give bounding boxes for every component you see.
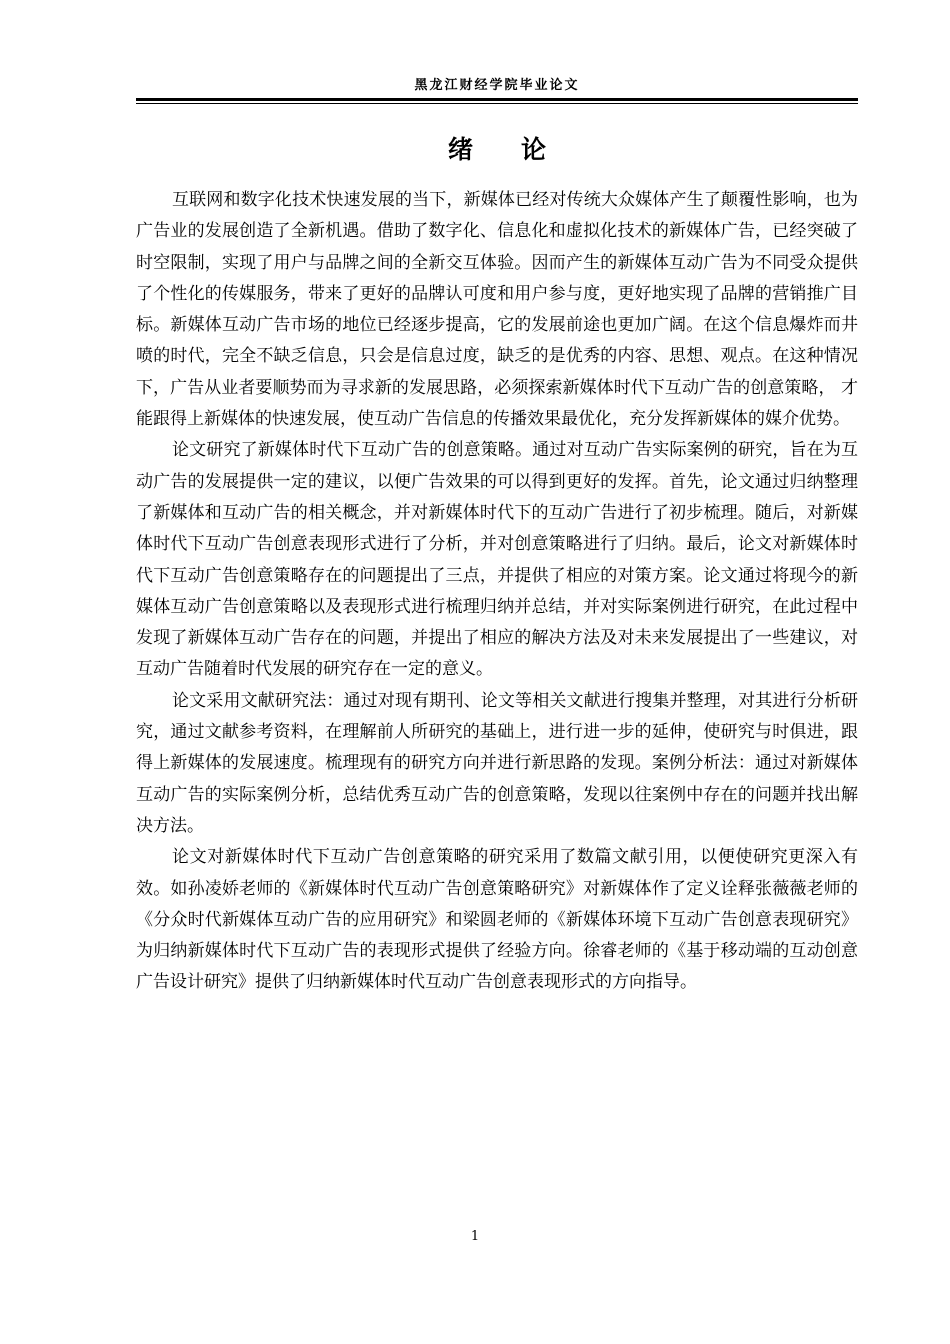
header-rule-thick xyxy=(136,98,858,101)
paragraph-3: 论文采用文献研究法：通过对现有期刊、论文等相关文献进行搜集并整理，对其进行分析研究，通过文献参考资料，在理解前人所研究的基础上，进行进一步的延伸，使研究与时俱进，跟得上新媒体的发展速度。梳理现有的研究方向并进行新思路的发现。案例分析法：通过对新媒体互动广告的实际案例分析，总结优秀互动广告的创意策略，发现以往案例中存在的问题并找出解决方法。 xyxy=(136,690,858,836)
header-rule-thin xyxy=(136,103,858,104)
paragraph-1: 互联网和数字化技术快速发展的当下，新媒体已经对传统大众媒体产生了颠覆性影响，也为广告业的发展创造了全新机遇。借助了数字化、信息化和虚拟化技术的新媒体广告，已经突破了时空限制，实现了用户与品牌之间的全新交互体验。因而产生的新媒体互动广告为不同受众提供了个性化的传媒服务，带来了更好的品牌认可度和用户参与度，更好地实现了品牌的营销推广目标。新媒体互动广告市场的地位已经逐步提高，它的发展前途也更加广阔。在这个信息爆炸而井喷的时代，完全不缺乏信息，只会是信息过度，缺乏的是优秀的内容、思想、观点。在这种情况下，广告从业者要顺势而为寻求新的发展思路，必须探索新媒体时代下互动广告的创意策略， 才能跟得上新媒体的快速发展，使互动广告信息的传播效果最优化，充分发挥新媒体的媒介优势。 xyxy=(136,190,858,430)
paragraph-4: 论文对新媒体时代下互动广告创意策略的研究采用了数篇文献引用，以便使研究更深入有效。如孙凌娇老师的《新媒体时代互动广告创意策略研究》对新媒体作了定义诠释张薇薇老师的《分众时代新媒体互动广告的应用研究》和梁圆老师的《新媒体环境下互动广告创意表现研究》为归纳新媒体时代下互动广告的表现形式提供了经验方向。徐睿老师的《基于移动端的互动创意广告设计研究》提供了归纳新媒体时代互动广告创意表现形式的方向指导。 xyxy=(136,847,858,993)
running-header-title: 黑龙江财经学院毕业论文 xyxy=(414,78,580,93)
paragraph-2: 论文研究了新媒体时代下互动广告的创意策略。通过对互动广告实际案例的研究，旨在为互动广告的发展提供一定的建议，以便广告效果的可以得到更好的发挥。首先，论文通过归纳整理了新媒体和互动广告的相关概念，并对新媒体时代下的互动广告进行了初步梳理。随后，对新媒体时代下互动广告创意表现形式进行了分析，并对创意策略进行了归纳。最后，论文对新媒体时代下互动广告创意策略存在的问题提出了三点，并提供了相应的对策方案。论文通过将现今的新媒体互动广告创意策略以及表现形式进行梳理归纳并总结，并对实际案例进行研究，在此过程中发现了新媒体互动广告存在的问题，并提出了相应的解决方法及对未来发展提出了一些建议，对互动广告随着时代发展的研究存在一定的意义。 xyxy=(136,440,858,680)
body-text xyxy=(136,185,858,999)
chapter-title: 绪论 xyxy=(447,135,594,164)
page-number: 1 xyxy=(470,1229,480,1244)
